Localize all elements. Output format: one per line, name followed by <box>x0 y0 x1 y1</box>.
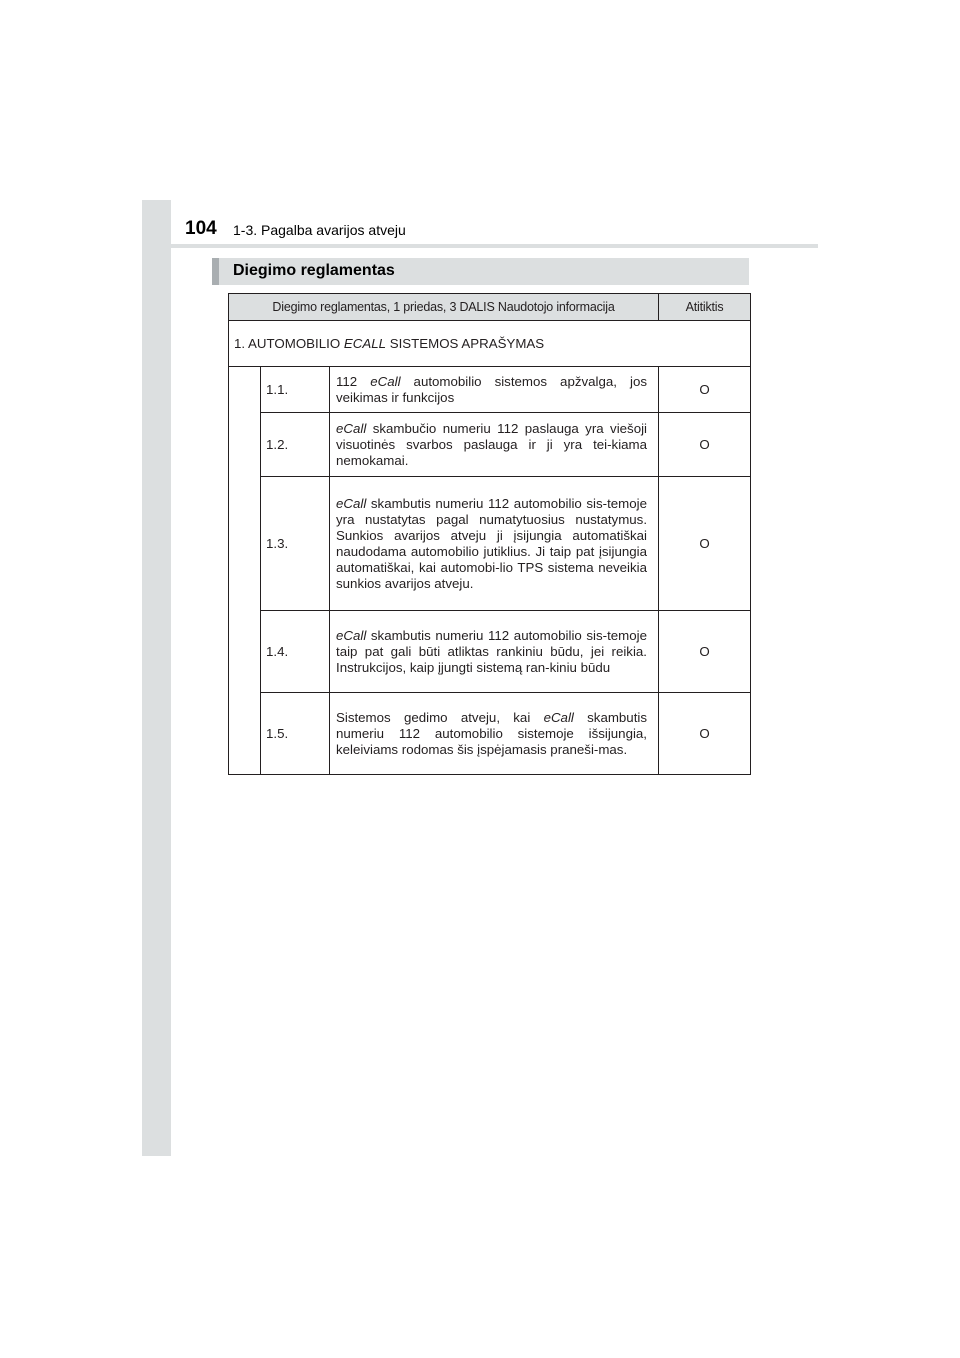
row-compliance: O <box>659 413 751 477</box>
row-number: 1.3. <box>261 477 330 611</box>
column-header-description: Diegimo reglamentas, 1 priedas, 3 DALIS Naudotojo informacija <box>229 294 659 321</box>
row-description: eCall skambutis numeriu 112 automobilio sis-temoje taip pat gali būti atliktas rankiniu būdu, jei reikia. Instrukcijos, kaip įjungti sistemą ran-kiniu būdu <box>330 611 659 693</box>
section-row-suffix: SISTEMOS APRAŠYMAS <box>386 335 545 351</box>
row-description: eCall skambučio numeriu 112 paslauga yra viešoji visuotinės svarbos paslauga ir ji yra tei-kiama nemokamai. <box>330 413 659 477</box>
row-description: Sistemos gedimo atveju, kai eCall skambutis numeriu 112 automobilio sistemoje išsijungia, keleiviams rodomas šis įspėjamasis praneši-mas. <box>330 693 659 775</box>
section-row-italic: ECALL <box>343 335 386 351</box>
row-compliance: O <box>659 693 751 775</box>
section-row-cell <box>229 321 751 367</box>
table-row <box>229 693 751 775</box>
row-compliance: O <box>659 477 751 611</box>
column-header-compliance: Atitiktis <box>659 294 751 321</box>
section-row-prefix: 1. AUTOMOBILIO <box>234 335 344 351</box>
row-description: eCall skambutis numeriu 112 automobilio sis-temoje yra nustatytas pagal numatytuosius nustatymus. Sunkios avarijos atveju ji įsijungia automatiškai naudodama automobilio jutiklius. Ji taip pat įsijungia automatiškai, kai automobi-lio TPS sistema neveikia sunkios avarijos atveju. <box>330 477 659 611</box>
row-number: 1.4. <box>261 611 330 693</box>
row-compliance: O <box>659 367 751 413</box>
page-number: 104 <box>185 218 217 239</box>
regulation-table <box>228 293 751 775</box>
section-title: Diegimo reglamentas <box>233 262 395 279</box>
section-heading-bar <box>212 258 749 285</box>
table-header-row <box>229 294 751 321</box>
table-row <box>229 611 751 693</box>
side-band <box>142 200 171 1156</box>
table-row <box>229 477 751 611</box>
row-number: 1.1. <box>261 367 330 413</box>
chapter-title: 1-3. Pagalba avarijos atveju <box>233 222 406 238</box>
indent-cell <box>229 367 261 775</box>
header-rule <box>142 244 818 248</box>
row-number: 1.5. <box>261 693 330 775</box>
table-row <box>229 367 751 413</box>
table-section-row <box>229 321 751 367</box>
row-description: 112 eCall automobilio sistemos apžvalga, jos veikimas ir funkcijos <box>330 367 659 413</box>
row-number: 1.2. <box>261 413 330 477</box>
table-row <box>229 413 751 477</box>
row-compliance: O <box>659 611 751 693</box>
